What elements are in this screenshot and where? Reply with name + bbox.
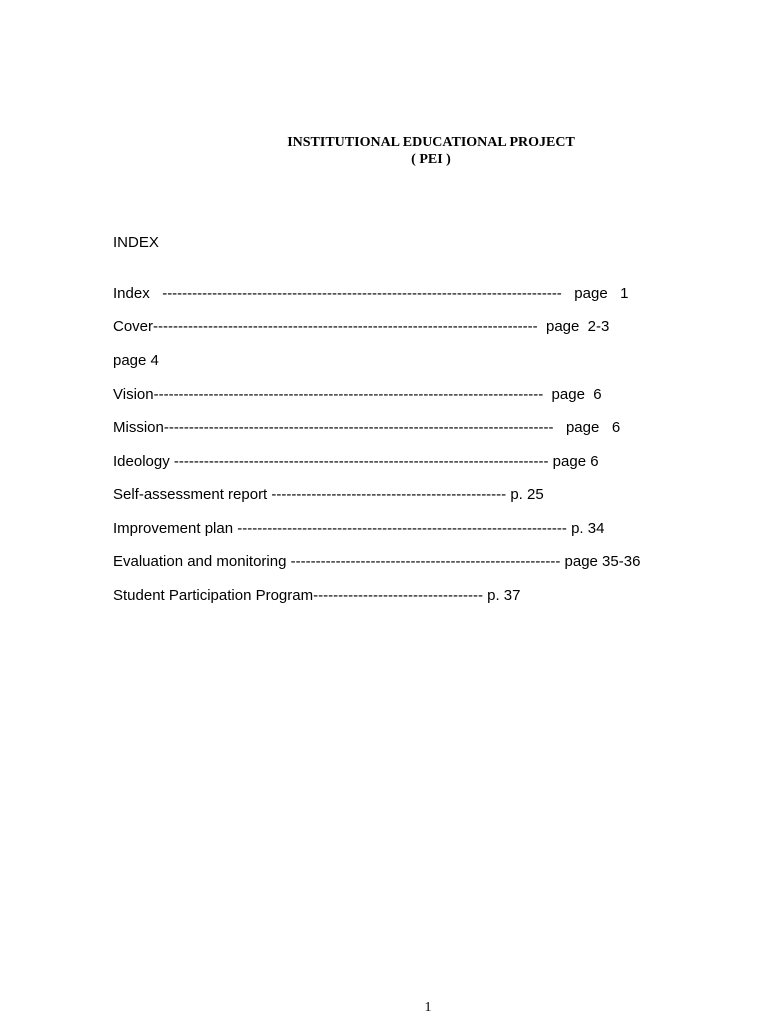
toc-entry-improvement-plan: Improvement plan ------------------------------------------------------------------ p. 34 bbox=[113, 520, 605, 537]
page-number: 1 bbox=[424, 1000, 432, 1015]
toc-entry-ideology: Ideology --------------------------------------------------------------------------- page 6 bbox=[113, 453, 599, 470]
toc-entry-index: Index -------------------------------------------------------------------------------- page 1 bbox=[113, 285, 629, 302]
document-title: INSTITUTIONAL EDUCATIONAL PROJECT bbox=[287, 135, 575, 150]
index-heading: INDEX bbox=[113, 234, 159, 251]
toc-entry-page-4: page 4 bbox=[113, 352, 159, 369]
document-subtitle: ( PEI ) bbox=[411, 152, 451, 167]
toc-entry-self-assessment: Self-assessment report ----------------------------------------------- p. 25 bbox=[113, 486, 544, 503]
toc-entry-cover: Cover----------------------------------------------------------------------------- page 2-3 bbox=[113, 318, 610, 335]
title-block bbox=[0, 134, 768, 168]
toc-entry-evaluation: Evaluation and monitoring ------------------------------------------------------ page 35-36 bbox=[113, 553, 641, 570]
toc-entry-student-participation: Student Participation Program---------------------------------- p. 37 bbox=[113, 587, 521, 604]
toc-entry-mission: Mission------------------------------------------------------------------------------ page 6 bbox=[113, 419, 621, 436]
toc-entry-vision: Vision------------------------------------------------------------------------------ page 6 bbox=[113, 386, 602, 403]
